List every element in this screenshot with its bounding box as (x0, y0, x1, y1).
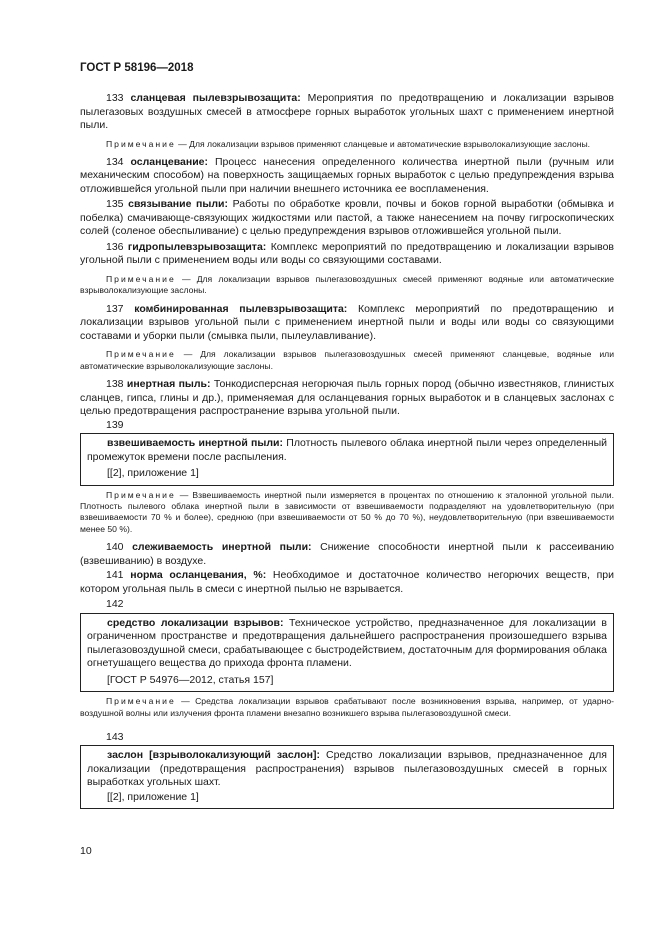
term-definition: Мероприятия по предотвращению и локализации взрывов пылегазовых воздушных смесей в атмосфере горных выработок угольных шахт с применением инертной пыли. (80, 92, 615, 131)
term-definition: Необходимое и достаточное количество негорючих веществ, при котором угольная пыль в смеси с инертной пылью не взрывается. (80, 569, 614, 595)
note-text: — Для локализации взрывов пылегазовоздушных смесей применяют водяные или автоматические взрыволокализующие заслоны. (80, 273, 615, 296)
term-definition: Комплекс мероприятий по предотвращению и локализации взрывов угольной пыли с применением инертной пыли и воды или воды со связующими составами и уборки пыли (смывка пыли, пылеулавливание). (80, 302, 615, 342)
term-title: средство локализации взрывов: (107, 616, 284, 629)
term-139-number: 139 (106, 418, 124, 431)
note-label: Примечание (106, 349, 176, 360)
term-title: сланцевая пылевзрывозащита: (130, 92, 301, 104)
term-137 (80, 303, 614, 344)
term-140 (80, 541, 614, 568)
term-source: [[2], приложение 1] (107, 790, 199, 803)
note-label: Примечание (106, 273, 176, 284)
note-label: Примечание (106, 138, 176, 149)
term-title: слеживаемость инертной пыли: (132, 541, 312, 554)
term-137-note (80, 349, 614, 372)
term-title: норма осланцевания, %: (130, 569, 267, 582)
term-number: 140 (106, 541, 124, 554)
term-number: 133 (106, 92, 124, 104)
term-142 (87, 617, 607, 671)
term-definition: Техническое устройство, предназначенное для локализации в ограниченном пространстве и предотвращения дальнейшего распространения произошедшего взрыва пылегазовоздушной смеси, срабатывающее с быстродействием, достаточным для формирования облака огнетушащего вещества до прихода фронта пламени. (87, 616, 607, 670)
term-133 (80, 92, 614, 133)
term-142-box (80, 613, 614, 693)
terms-content (80, 90, 614, 812)
term-definition: Тонкодисперсная негорючая пыль горных пород (обычно известняков, глинистых сланцев, гипса, глины и др.), применяемая для осланцевания горных выработок и в сланцевых заслонах с целью предотвращения распространение взрыва угольной пыли. (80, 378, 615, 418)
note-label: Примечание (106, 696, 176, 707)
note-text: — Средства локализации взрывов срабатывают после возникновения взрыва, например, от ударно-воздушной волны или излучения фронта пламени внезапно возникшего взрыва пылегазовоздушной смеси. (80, 696, 614, 718)
term-title: инертная пыль: (126, 378, 211, 391)
term-definition: Средство локализации взрывов, предназначенное для локализации (предотвращения распространения) взрывов пылегазовоздушных смесей в горных выработках угольных шахт. (87, 749, 607, 789)
note-label: Примечание (106, 489, 176, 500)
note-text: — Для локализации взрывов пылегазовоздушных смесей применяют сланцевые, водяные или автоматические взрыволокализующие заслоны. (80, 349, 614, 371)
term-title: взвешиваемость инертной пыли: (107, 437, 283, 450)
term-title: гидропылевзрывозащита: (127, 240, 267, 253)
term-number: 134 (106, 155, 124, 168)
term-number: 136 (106, 240, 124, 253)
term-143 (87, 749, 607, 790)
term-133-note (80, 139, 614, 150)
term-definition: Работы по обработке кровли, почвы и боков горной выработки (обмывка и побелка) смачивающе-связующих жидкостями или пастой, а также нанесением на почву гигроскопических солей (соленое обеспыливание) с целью предупреждения взрывов отложившейся угольной пыли. (80, 198, 615, 238)
term-title: комбинированная пылевзрывозащита: (134, 302, 348, 315)
term-title: связывание пыли: (128, 198, 228, 211)
term-136 (80, 241, 614, 268)
term-136-note (80, 274, 614, 297)
term-number: 137 (106, 302, 124, 315)
term-141 (80, 569, 614, 596)
page-number: 10 (80, 845, 92, 857)
note-text: — Для локализации взрывов применяют сланцевые и автоматические взрыволокализующие заслоны. (178, 138, 591, 149)
term-number: 141 (106, 569, 124, 582)
term-definition: Комплекс мероприятий по предотвращению и локализации взрывов угольной пыли с применением воды или воды со связующими составами. (80, 240, 615, 267)
term-139 (87, 437, 607, 464)
term-135 (80, 198, 614, 239)
term-number: 138 (106, 378, 124, 391)
term-number: 135 (106, 198, 124, 211)
term-139-box (80, 433, 614, 486)
term-definition: Снижение способности инертной пыли к рассеиванию (взвешиванию) в воздухе. (80, 541, 615, 567)
term-142-note (80, 696, 614, 719)
note-text: — Взвешиваемость инертной пыли измеряется в процентах по отношению к эталонной угольной пыли. Плотность пылевого облака инертной пыли в зависимости от взвешиваемости подразделяют на удовлетворительную (при взвешиваемости 70 % и более), среднюю (при взвешиваемости от 50 % до 70 %), неудовлетворительную (при взвешиваемости менее 50 %). (80, 489, 614, 534)
term-139-note (80, 490, 614, 536)
term-source: [[2], приложение 1] (107, 467, 199, 480)
term-143-number: 143 (106, 730, 124, 743)
term-definition: Процесс нанесения определенного количества инертной пыли (ручным или механическим способом) на поверхность защищаемых горных выработок с целью предупреждения взрыва отложившейся угольной пыли при наличии внешнего источника ее воспламенения. (80, 155, 614, 195)
term-138 (80, 378, 614, 419)
term-143-box (80, 745, 614, 809)
term-title: осланцевание: (130, 155, 209, 168)
term-source: [ГОСТ Р 54976—2012, статья 157] (107, 673, 274, 686)
term-definition: Плотность пылевого облака инертной пыли через определенный промежуток времени после распыления. (87, 437, 608, 463)
term-142-number: 142 (106, 598, 124, 611)
standard-header: ГОСТ Р 58196—2018 (80, 62, 194, 74)
term-title: заслон [взрыволокализующий заслон]: (107, 749, 320, 762)
term-134 (80, 156, 614, 197)
